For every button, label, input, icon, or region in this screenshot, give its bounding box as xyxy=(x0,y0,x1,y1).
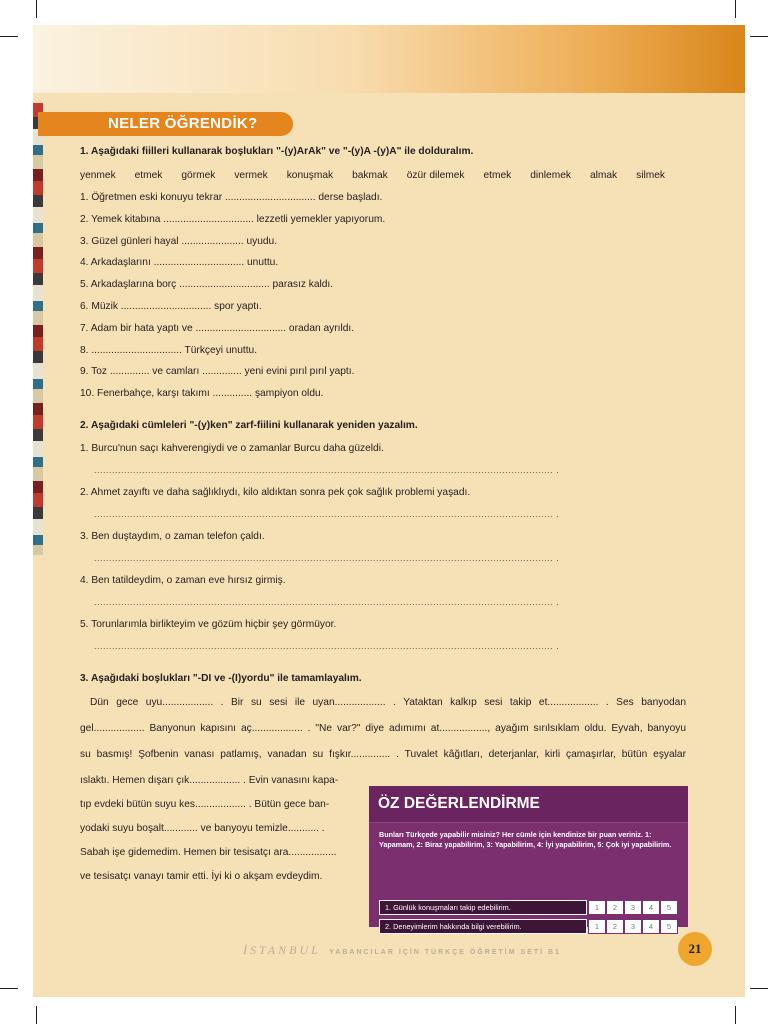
paragraph-line: yodaki suyu boşalt............ ve banyoyu temizle........... . xyxy=(80,823,325,834)
question-3-title: 3. Aşağıdaki boşlukları "-DI ve -(I)yordu" ile tamamlayalım. xyxy=(80,673,362,684)
footer-subtitle: YABANCILAR İÇİN TÜRKÇE ÖĞRETİM SETİ B1 xyxy=(329,949,561,956)
footer xyxy=(243,941,561,959)
paragraph-line: ıslaktı. Hemen dışarı çık.................. . Evin vanasını kapa- xyxy=(80,775,339,786)
verb-word: etmek xyxy=(483,170,512,181)
exercise-item: 9. Toz .............. ve camları .............. yeni evini pırıl pırıl yaptı. xyxy=(80,366,355,378)
section-banner xyxy=(38,112,293,136)
exercise-item: 10. Fenerbahçe, karşı takımı .............. şampiyon oldu. xyxy=(80,388,324,400)
answer-line[interactable]: ......................................................................................................................................................... . xyxy=(94,597,560,607)
crop-mark xyxy=(750,988,768,989)
exercise-item: 2. Yemek kitabına ................................ lezzetli yemekler yapıyorum. xyxy=(80,213,386,225)
verb-list xyxy=(80,170,665,181)
verb-word: vermek xyxy=(234,170,268,181)
self-assessment-title: ÖZ DEĞERLENDİRME xyxy=(378,795,540,812)
worksheet-page xyxy=(33,25,745,997)
exercise-item: 5. Arkadaşlarına borç ................................ parasız kaldı. xyxy=(80,279,334,291)
footer-brand: İSTANBUL xyxy=(243,943,321,957)
paragraph-line: Sabah işe gidemedim. Hemen bir tesisatçı ara................. xyxy=(80,847,337,858)
paragraph-line: ve tesisatçı vanayı tamir etti. İyi ki o akşam evdeydim. xyxy=(80,871,323,882)
score-checkbox[interactable]: 3 xyxy=(624,919,642,934)
rewrite-item: 1. Burcu'nun saçı kahverengiydi ve o zamanlar Burcu daha güzeldi. xyxy=(80,443,384,454)
score-checkbox[interactable]: 3 xyxy=(624,900,642,915)
exercise-item: 8. ................................ Türkçeyi unuttu. xyxy=(80,344,258,356)
paragraph-line: su basmış! Şofbenin vanası patlamış, vanadan su fışkır.............. . Tuvalet kâğıtları, deterjanlar, kirli çamaşırlar, bütün eşyalar xyxy=(80,749,686,760)
side-photo-strip xyxy=(33,103,43,555)
rewrite-item: 3. Ben duştaydım, o zaman telefon çaldı. xyxy=(80,531,265,542)
assessment-row xyxy=(379,900,679,915)
verb-word: yenmek xyxy=(80,170,116,181)
score-checkbox[interactable]: 4 xyxy=(642,919,660,934)
question-1-title: 1. Aşağıdaki fiilleri kullanarak boşlukları "-(y)ArAk" ve "-(y)A -(y)A" ile dolduralım. xyxy=(80,146,474,157)
paragraph-line: gel.................. Banyonun kapısını aç.................. . "Ne var?" diye adımımı at................., ayağım sırılsıklam oldu. Eyvah, banyoyu xyxy=(80,723,686,734)
crop-mark xyxy=(36,1006,37,1024)
paragraph-line: Dün gece uyu.................. . Bir su sesi ile uyan.................. . Yataktan kalkıp sesi takip et.................. . Ses banyodan xyxy=(90,697,686,708)
exercise-item: 3. Güzel günleri hayal ...................... uyudu. xyxy=(80,235,278,247)
verb-word: silmek xyxy=(636,170,665,181)
verb-word: özür dilemek xyxy=(406,170,465,181)
exercise-item: 6. Müzik ................................ spor yaptı. xyxy=(80,301,262,312)
score-checkbox[interactable]: 1 xyxy=(588,900,606,915)
score-checkbox[interactable]: 2 xyxy=(606,919,624,934)
verb-word: dinlemek xyxy=(530,170,571,181)
answer-line[interactable]: ......................................................................................................................................................... . xyxy=(94,509,560,519)
header-gradient-band xyxy=(33,25,745,93)
score-checkbox[interactable]: 1 xyxy=(588,919,606,934)
verb-word: görmek xyxy=(181,170,216,181)
exercise-item: 1. Öğretmen eski konuyu tekrar ................................ derse başladı. xyxy=(80,192,383,203)
banner-title: NELER ÖĞRENDİK? xyxy=(108,115,258,132)
assessment-row xyxy=(379,919,679,934)
self-assessment-box xyxy=(369,786,688,931)
exercise-item: 4. Arkadaşlarını ................................ unuttu. xyxy=(80,257,279,269)
verb-word: bakmak xyxy=(352,170,388,181)
answer-line[interactable]: ......................................................................................................................................................... . xyxy=(94,553,560,563)
crop-mark xyxy=(735,0,736,18)
verb-word: etmek xyxy=(134,170,163,181)
rewrite-item: 5. Torunlarımla birlikteyim ve gözüm hiçbir şey görmüyor. xyxy=(80,619,337,630)
verb-word: almak xyxy=(589,170,618,181)
crop-mark xyxy=(0,988,18,989)
crop-mark xyxy=(36,0,37,18)
score-checkbox[interactable]: 4 xyxy=(642,900,660,915)
answer-line[interactable]: ......................................................................................................................................................... . xyxy=(94,465,560,475)
exercise-item: 7. Adam bir hata yaptı ve ................................ oradan ayrıldı. xyxy=(80,322,355,334)
crop-mark xyxy=(750,36,768,37)
crop-mark xyxy=(735,1006,736,1024)
page-number: 21 xyxy=(678,932,712,966)
verb-word: konuşmak xyxy=(286,170,334,181)
self-assessment-header xyxy=(369,786,688,823)
crop-mark xyxy=(0,36,18,37)
paragraph-line: tıp evdeki bütün suyu kes.................. . Bütün gece ban- xyxy=(80,799,330,810)
question-2-title: 2. Aşağıdaki cümleleri "-(y)ken" zarf-fiilini kullanarak yeniden yazalım. xyxy=(80,420,418,431)
answer-line[interactable]: ......................................................................................................................................................... . xyxy=(94,641,560,651)
score-checkbox[interactable]: 2 xyxy=(606,900,624,915)
score-checkbox[interactable]: 5 xyxy=(660,919,678,934)
rewrite-item: 4. Ben tatildeydim, o zaman eve hırsız girmiş. xyxy=(80,575,286,586)
self-assessment-description: Bunları Türkçede yapabilir misiniz? Her cümle için kendinize bir puan veriniz. 1: Yapamam, 2: Biraz yapabilirim, 3: Yapabilirim, 4: İyi yapabilirim, 5: Çok iyi yapabilirim. xyxy=(379,830,672,849)
assessment-statement: 1. Günlük konuşmaları takip edebilirim. xyxy=(379,900,587,915)
rewrite-item: 2. Ahmet zayıftı ve daha sağlıklıydı, kilo aldıktan sonra pek çok sağlık problemi yaşadı. xyxy=(80,487,471,498)
assessment-statement: 2. Deneyimlerim hakkında bilgi verebilirim. xyxy=(379,919,587,934)
score-checkbox[interactable]: 5 xyxy=(660,900,678,915)
